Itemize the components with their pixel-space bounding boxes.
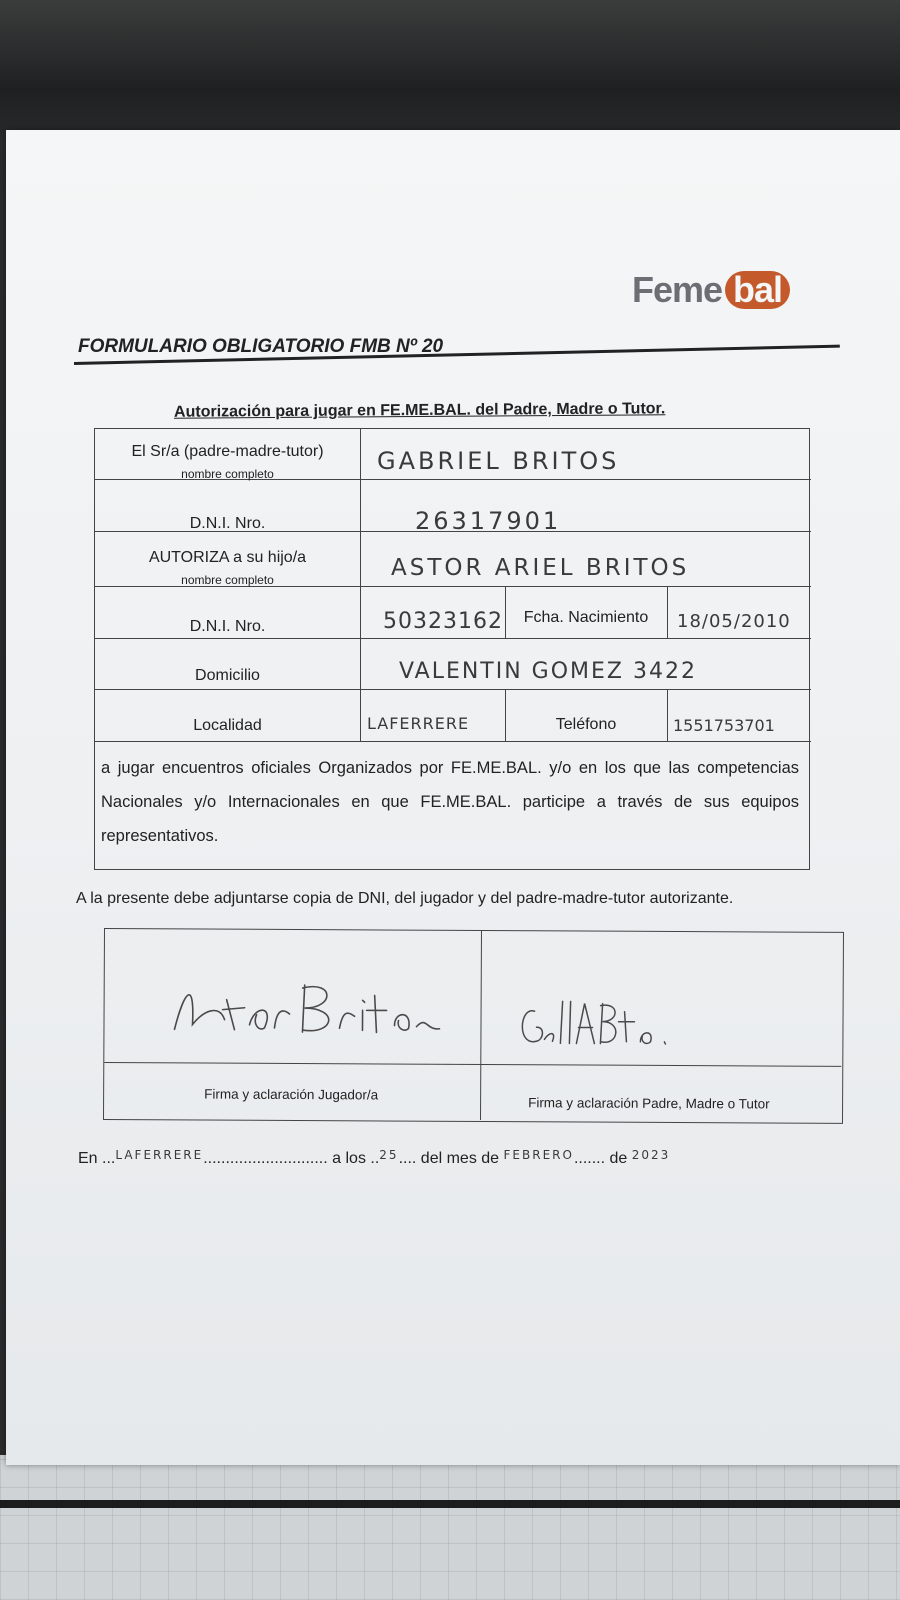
phone-label: Teléfono <box>555 716 617 733</box>
month-dots-end: ....... <box>573 1150 606 1167</box>
address-value: VALENTIN GOMEZ 3422 <box>399 659 697 684</box>
en-label: En <box>78 1150 98 1167</box>
locality-value: LAFERRERE <box>367 714 470 733</box>
logo-text: Feme <box>632 269 723 310</box>
player-signature-text: Astor Britos <box>314 1048 320 1050</box>
row-divider <box>104 1062 841 1067</box>
signature-table <box>103 928 844 1124</box>
parent-signature-label: Firma y aclaración Padre, Madre o Tutor <box>528 1095 770 1112</box>
row-divider <box>95 741 811 742</box>
femebal-logo <box>632 268 790 312</box>
address-label: Domicilio <box>195 667 260 684</box>
day-value: 25 <box>379 1148 399 1162</box>
attachment-note: A la presente debe adjuntarse copia de DNI, del jugador y del padre-madre-tutor autorizante. <box>76 890 734 907</box>
birth-date-value: 18/05/2010 <box>677 611 791 632</box>
a-los-label: a los <box>332 1150 366 1167</box>
row-divider <box>95 638 811 639</box>
logo-accent: bal <box>725 271 790 309</box>
place-dots-start: ... <box>102 1150 116 1167</box>
tutor-dni-label: D.N.I. Nro. <box>189 515 266 532</box>
authorization-table <box>94 428 810 870</box>
year-value: 2023 <box>631 1148 671 1162</box>
day-dots-start: .. <box>370 1150 380 1167</box>
tutor-sublabel: nombre completo <box>181 467 274 481</box>
mes-label: del mes de <box>420 1150 500 1167</box>
tutor-dni-value: 26317901 <box>415 507 562 535</box>
month-value: FEBRERO <box>503 1148 574 1162</box>
birth-date-label: Fcha. Nacimiento <box>523 609 649 626</box>
day-dots-end: .... <box>398 1150 417 1167</box>
child-sublabel: nombre completo <box>181 573 274 587</box>
place-date-line <box>78 1150 670 1168</box>
authorization-paragraph: a jugar encuentros oficiales Organizados por FE.ME.BAL. y/o en los que las competencias Nacionales y/o Internacionales en que FE.ME.BAL. participe a través de sus equipos representativos. <box>101 759 799 845</box>
form-subtitle: Autorización para jugar en FE.ME.BAL. del Padre, Madre o Tutor. <box>173 400 666 421</box>
form-title: FORMULARIO OBLIGATORIO FMB Nº 20 <box>78 336 444 357</box>
phone-value: 1551753701 <box>673 716 775 735</box>
parent-signature-text: GabrielABrito. <box>604 1049 611 1051</box>
column-divider <box>360 429 361 741</box>
place-value: LAFERRERE <box>115 1148 204 1162</box>
column-divider <box>480 931 482 1120</box>
child-name-value: ASTOR ARIEL BRITOS <box>391 555 690 581</box>
parent-signature <box>514 991 694 1052</box>
locality-label: Localidad <box>193 717 262 734</box>
place-dots-end: ............................ <box>203 1150 328 1167</box>
child-dni-value: 50323162 <box>383 609 503 634</box>
background-top <box>0 0 900 150</box>
background-edge <box>0 1500 900 1508</box>
row-divider <box>95 689 811 690</box>
background-desk <box>0 1455 900 1600</box>
de-label: de <box>609 1150 628 1167</box>
player-signature <box>164 969 464 1051</box>
column-divider <box>667 689 668 741</box>
child-label-text: AUTORIZA a su hijo/a <box>148 549 307 566</box>
tutor-label-text: El Sr/a (padre-madre-tutor) <box>131 443 324 460</box>
tutor-name-value: GABRIEL BRITOS <box>377 447 620 475</box>
column-divider <box>667 586 668 638</box>
child-dni-label: D.N.I. Nro. <box>189 618 266 635</box>
tutor-name-label <box>95 443 360 481</box>
player-signature-label: Firma y aclaración Jugador/a <box>204 1086 379 1103</box>
child-name-label <box>95 549 360 587</box>
